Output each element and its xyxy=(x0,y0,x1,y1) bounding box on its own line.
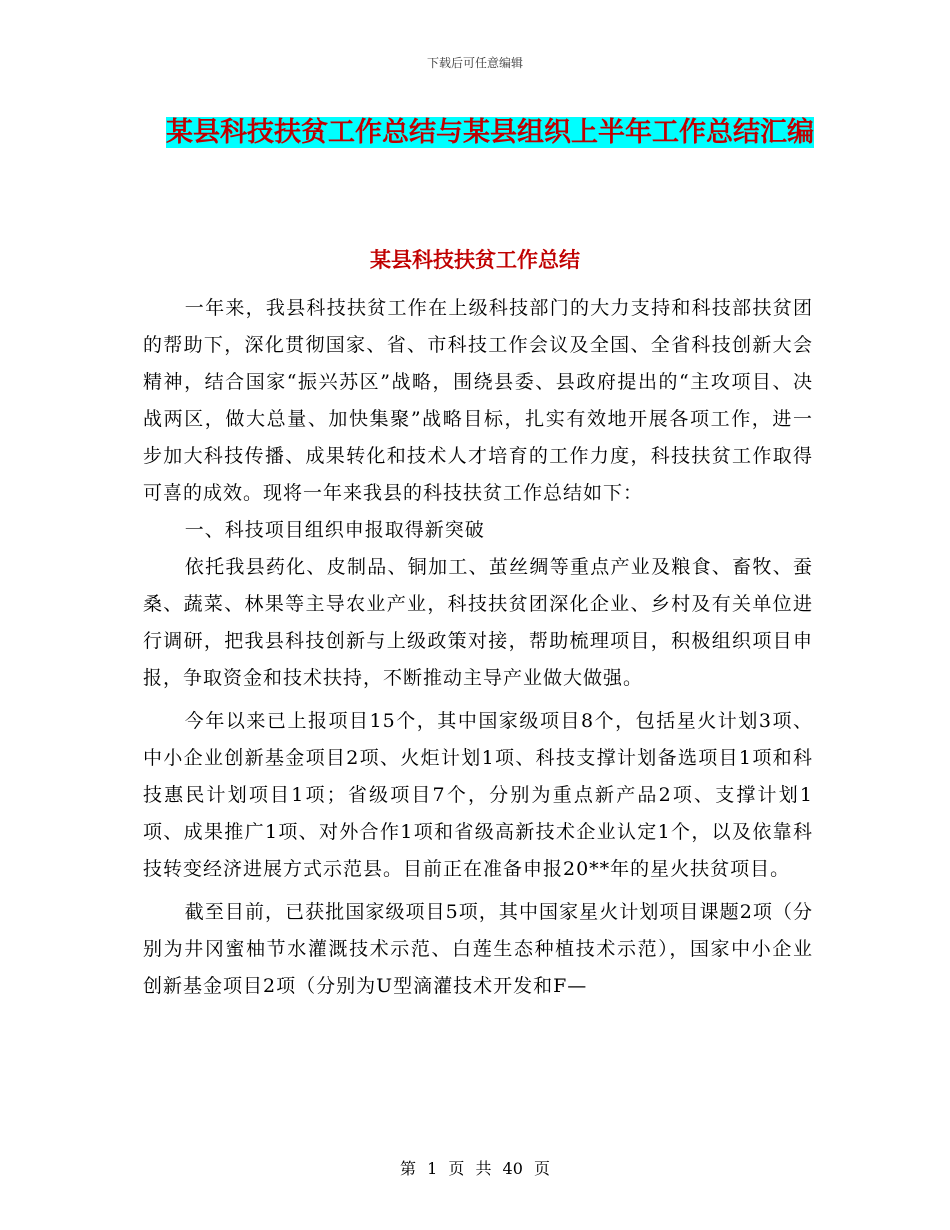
document-title xyxy=(140,110,840,156)
paragraph: 今年以来已上报项目15个，其中国家级项目8个，包括星火计划3项、中小企业创新基金项目2项、火炬计划1项、科技支撑计划备选项目1项和科技惠民计划项目1项；省级项目7个，分别为重点新产品2项、支撑计划1项、成果推广1项、对外合作1项和省级高新技术企业认定1个，以及依靠科技转变经济进展方式示范县。目前正在准备申报20**年的星火扶贫项目。 xyxy=(143,710,813,880)
paragraph: 截至目前，已获批国家级项目5项，其中国家星火计划项目课题2项（分别为井冈蜜柚节水灌溉技术示范、白莲生态种植技术示范），国家中小企业创新基金项目2项（分别为U型滴灌技术开发和F— xyxy=(143,901,813,997)
section-title: 某县科技扶贫工作总结 xyxy=(370,247,580,272)
paragraph-heading: 一、科技项目组织申报取得新突破 xyxy=(184,519,485,541)
paragraph: 依托我县药化、皮制品、铜加工、茧丝绸等重点产业及粮食、畜牧、蚕桑、蔬菜、林果等主导农业产业，科技扶贫团深化企业、乡村及有关单位进行调研，把我县科技创新与上级政策对接，帮助梳理项目，积极组织项目申报，争取资金和技术扶持，不断推动主导产业做大做强。 xyxy=(143,556,813,689)
header-note: 下载后可任意编辑 xyxy=(426,56,523,70)
page-number: 第 1 页 共 40 页 xyxy=(400,1159,550,1178)
document-title-highlight: 某县科技扶贫工作总结与某县组织上半年工作总结汇编 xyxy=(166,117,814,148)
paragraph: 一年来，我县科技扶贫工作在上级科技部门的大力支持和科技部扶贫团的帮助下，深化贯彻国家、省、市科技工作会议及全国、全省科技创新大会精神，结合国家“振兴苏区”战略，围绕县委、县政府提出的“主攻项目、决战两区，做大总量、加快集聚”战略目标，扎实有效地开展各项工作，进一步加大科技传播、成果转化和技术人才培育的工作力度，科技扶贫工作取得可喜的成效。现将一年来我县的科技扶贫工作总结如下： xyxy=(143,297,813,504)
document-body xyxy=(143,290,813,1005)
